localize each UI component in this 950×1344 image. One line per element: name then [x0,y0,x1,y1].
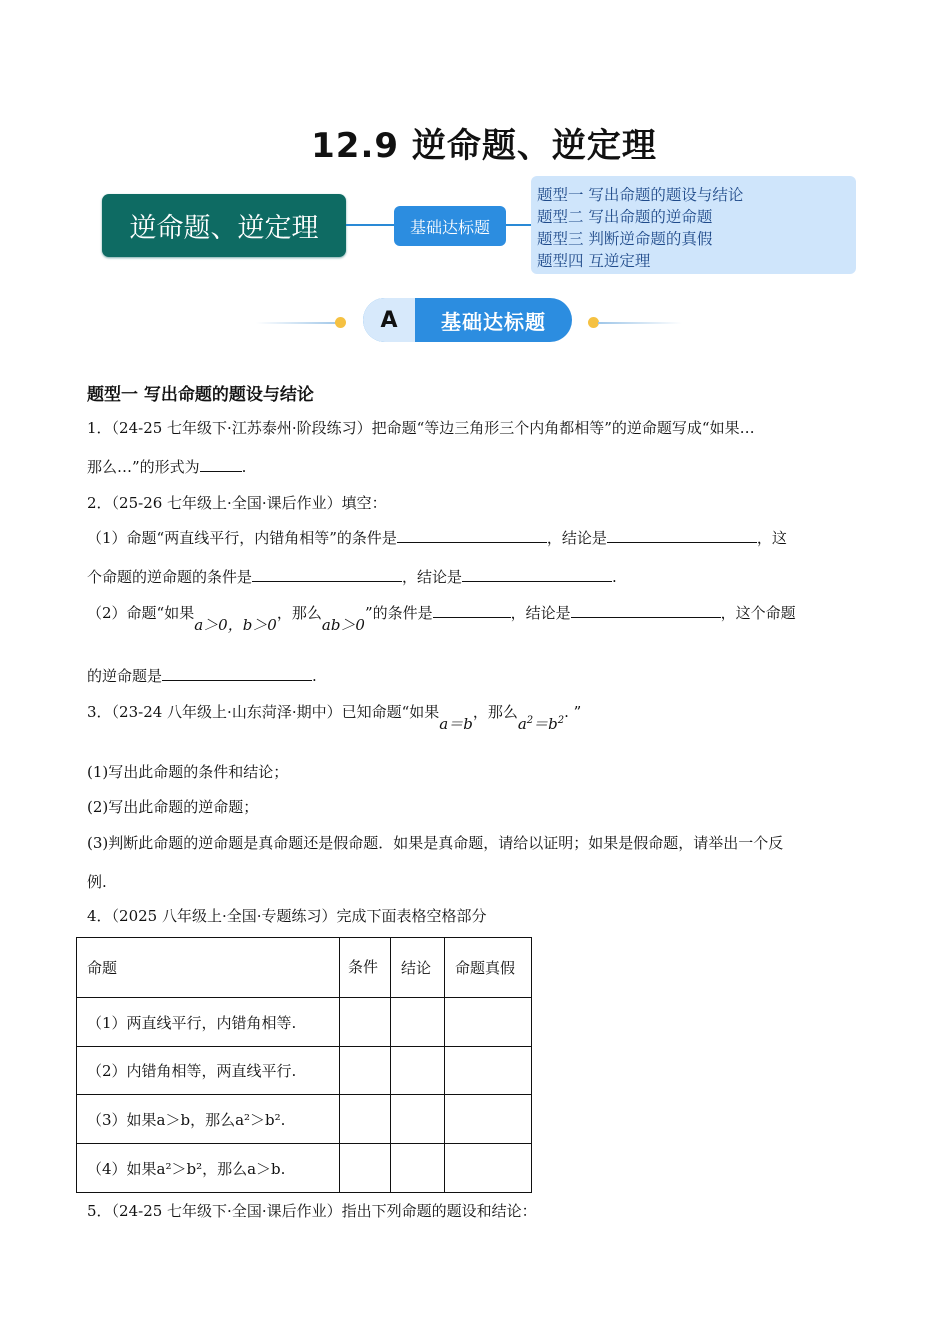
answer-blank[interactable] [252,567,402,582]
answer-blank[interactable] [433,603,511,618]
answer-blank[interactable] [571,603,721,618]
table-row [77,1095,532,1144]
dot-icon [335,317,346,328]
answer-blank[interactable] [397,528,547,543]
answer-cell[interactable] [391,1095,445,1144]
table-row [77,998,532,1047]
table-row [77,1144,532,1193]
mindmap-connector [506,224,532,226]
question-1-line2 [87,456,246,477]
answer-cell[interactable] [340,998,391,1047]
answer-cell[interactable] [445,998,532,1047]
answer-blank[interactable] [200,457,242,472]
question-3-sub1: (1)写出此命题的条件和结论； [87,763,289,781]
question-3-sub3-line2: 例. [87,873,107,891]
mindmap-topic: 题型三 判断逆命题的真假 [537,230,713,248]
text: ，这 [756,529,787,547]
math-part: a [517,715,527,733]
text: . [241,458,247,476]
mindmap-branch: 基础达标题 [394,206,506,246]
answer-cell[interactable] [340,1144,391,1193]
divider-line [598,322,682,324]
answer-blank[interactable] [162,666,312,681]
table-header: 命题 [77,938,340,998]
mindmap-connector [346,224,394,226]
table-header-row [77,938,532,998]
text: ，这个命题 [720,604,796,622]
mindmap-root: 逆命题、逆定理 [102,194,346,257]
answer-table [76,937,532,1193]
mindmap-topic: 题型一 写出命题的题设与结论 [537,186,744,204]
answer-cell[interactable] [445,1095,532,1144]
math-part: ＝b [533,715,558,733]
divider-line [256,322,340,324]
page-title: 12.9 逆命题、逆定理 [311,126,657,166]
text: 个命题的逆命题的条件是 [87,568,253,586]
section-heading: 题型一 写出命题的题设与结论 [87,385,314,405]
table-cell: （4）如果a²＞b²，那么a＞b. [77,1144,340,1193]
question-4-head: 4．（2025 八年级上·全国·专题练习）完成下面表格空格部分 [87,907,487,925]
banner-letter: A [363,298,415,342]
answer-cell[interactable] [340,1047,391,1095]
text: ，结论是 [510,604,571,622]
table-cell: （3）如果a＞b，那么a²＞b². [77,1095,340,1144]
answer-cell[interactable] [445,1144,532,1193]
text: （1）命题“两直线平行，内错角相等”的条件是 [87,529,397,547]
table-header: 结论 [391,938,445,998]
text: ，那么 [276,604,322,622]
math-expression: $a^2=b^2$ [517,715,565,733]
question-2-head: 2．（25-26 七年级上·全国·课后作业）填空： [87,494,387,512]
answer-blank[interactable] [462,567,612,582]
table-header: 命题真假 [445,938,532,998]
text: ，结论是 [546,529,607,547]
question-2-part1-line2 [87,566,617,587]
table-header: 条件 [340,938,391,998]
table-cell: （1）两直线平行，内错角相等. [77,998,340,1047]
text: ”的条件是 [364,604,433,622]
question-3-line [87,701,582,733]
question-5-head: 5．（24-25 七年级下·全国·课后作业）指出下列命题的题设和结论： [87,1202,537,1220]
question-2-part2-line1 [87,602,796,634]
answer-cell[interactable] [445,1047,532,1095]
question-1-line1: 1．（24-25 七年级下·江苏泰州·阶段练习）把命题“等边三角形三个内角都相等”的逆命题写成“如果… [87,419,755,437]
text: 那么…”的形式为 [87,458,200,476]
text: . [612,568,617,586]
answer-cell[interactable] [340,1095,391,1144]
question-2-part1-line1 [87,527,787,548]
question-3-sub2: (2)写出此命题的逆命题； [87,798,259,816]
answer-cell[interactable] [391,1144,445,1193]
answer-blank[interactable] [607,528,757,543]
text: （2）命题“如果 [87,604,195,622]
text: ，结论是 [402,568,463,586]
mindmap-topic: 题型四 互逆定理 [537,252,651,270]
text: . ” [564,703,582,721]
banner-text: 基础达标题 [441,309,546,334]
question-3-sub3-line1: (3)判断此命题的逆命题是真命题还是假命题．如果是真命题，请给以证明；如果是假命题，请举出一个反 [87,834,784,852]
math-expression: ab＞0 [321,616,365,634]
table-cell: （2）内错角相等，两直线平行. [77,1047,340,1095]
math-expression: a＞0，b＞0 [194,616,277,634]
text: 3．（23-24 八年级上·山东菏泽·期中）已知命题“如果 [87,703,440,721]
question-2-part2-line2 [87,665,317,686]
text: . [312,667,317,685]
section-banner [363,298,572,342]
text: ，那么 [472,703,518,721]
answer-cell[interactable] [391,998,445,1047]
answer-cell[interactable] [391,1047,445,1095]
math-expression: a＝b [439,715,473,733]
text: 的逆命题是 [87,667,163,685]
mindmap-topic: 题型二 写出命题的逆命题 [537,208,713,226]
table-row [77,1047,532,1095]
